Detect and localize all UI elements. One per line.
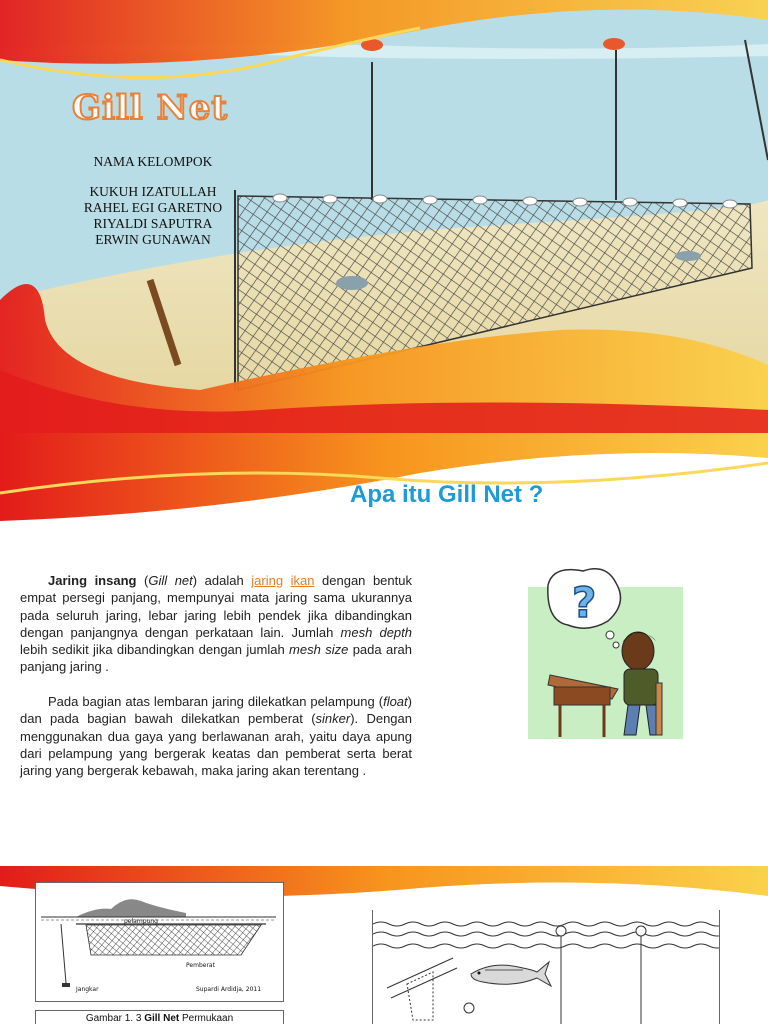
member-name: ERWIN GUNAWAN [95,232,211,247]
text-run: ) dan pada bagian bawah dilekatkan pemberat ( [20,694,412,727]
thinking-student-illustration [528,565,683,743]
caption-prefix: Gambar 1. 3 [85,1013,145,1024]
figure-caption [35,1010,284,1024]
label-source: Supardi Ardidja, 2011 [196,986,262,993]
fish-icon [675,251,701,261]
text-run: Pada bagian atas lembaran jaring dilekatkan pelampung ( [48,694,384,709]
text-italic: mesh size [289,642,349,658]
caption-bold: Gill Net [144,1013,180,1024]
float-icon [636,926,646,936]
term-bold: Jaring insang [48,573,137,588]
member-name: RIYALDI SAPUTRA [93,216,213,231]
text-run: dengan bentuk empat persegi panjang, mempunyai mata jaring sama ukurannya pada seluruh jaring, lebar jaring lebih pendek jika dibandingkan dengan panjangnya dengan perkataan lain. Jumlah [20,573,412,640]
anchor-icon [62,983,70,987]
text-run: pada arah panjang jaring . [20,642,412,675]
group-label: NAMA KELOMPOK [93,154,213,169]
label-float: pelampung [124,918,158,925]
slide-figures [0,866,768,1024]
slide-heading: Apa itu Gill Net ? [350,481,544,508]
text-run: ) adalah [192,573,252,588]
text-run: ). Dengan menggunakan dua gaya yang berlawanan arah, yaitu daya apung dari pelampung yang bergerak keatas dan pemberat serta berat jaring yang bergerak kebawah, maka jaring akan terentang . [20,711,412,779]
figure-surface-gillnet [35,882,284,1002]
title-gill-net: Gill Net [72,88,229,128]
text-run: ( [136,573,149,588]
fish-icon [336,276,368,290]
label-weight: Pemberat [186,962,215,969]
link-jaring[interactable]: jaring [251,573,284,588]
group-members [58,154,248,248]
buoy-icon [603,38,625,50]
question-mark-icon: ? [572,578,597,627]
member-name: KUKUH IZATULLAH [89,184,217,199]
paragraph-definition [20,572,412,676]
paragraph-structure [20,693,412,779]
label-anchor: Jangkar [76,986,99,993]
text-italic: sinker [315,711,351,727]
slide-title [0,0,768,433]
caption-suffix: Permukaan [179,1013,234,1024]
slide-definition [0,433,768,865]
surface-gillnet-diagram [36,883,283,1001]
text-italic: float [383,694,408,709]
figure-gillnet-fish [372,910,720,1024]
text-run [283,573,291,588]
gillnet-fish-diagram [373,910,719,1024]
link-ikan[interactable]: ikan [290,573,315,588]
text-italic: Gill net [148,573,193,588]
text-italic: mesh depth [340,624,412,640]
member-name: RAHEL EGI GARETNO [83,200,223,215]
float-icon [556,926,566,936]
text-run: lebih sedikit jika dibandingkan dengan jumlah [20,642,290,658]
tuna-fish-icon [471,962,551,986]
float-icon [464,1003,474,1013]
